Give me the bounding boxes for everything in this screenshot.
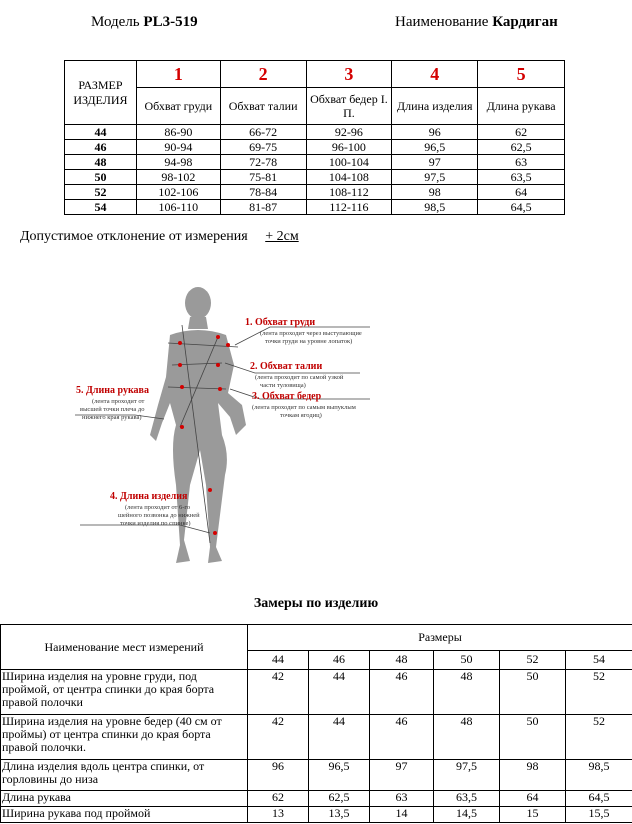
measurement-value: 63 [370, 791, 434, 807]
size-row [65, 155, 565, 170]
size-value: 50 [65, 170, 137, 185]
measurement-value: 46 [370, 670, 434, 715]
size-rows [65, 125, 565, 215]
label-chest-note: точки груди на уровне лопаток) [265, 338, 353, 345]
size-cell: 62 [478, 125, 565, 140]
tolerance-note [20, 229, 299, 245]
column-label: Длина изделия [392, 88, 478, 125]
measurement-row [1, 760, 632, 791]
label-waist-note: части туловища) [260, 382, 306, 389]
size-cell: 97,5 [392, 170, 478, 185]
size-cell: 102-106 [136, 185, 220, 200]
size-cell: 104-108 [306, 170, 392, 185]
measurement-value: 64 [500, 791, 566, 807]
size-cell: 69-75 [220, 140, 306, 155]
label-sleeve-note: высшей точки плеча до [80, 406, 145, 413]
measurement-value: 52 [566, 670, 632, 715]
size-cell: 62,5 [478, 140, 565, 155]
measurement-name: Длина изделия вдоль центра спинки, от горловины до низа [1, 760, 248, 791]
measurement-value: 42 [248, 670, 309, 715]
measurement-value: 98 [500, 760, 566, 791]
model-value: PL3-519 [143, 14, 198, 30]
measurement-name: Ширина рукава под проймой [1, 807, 248, 823]
column-label: Обхват талии [220, 88, 306, 125]
measurement-value: 46 [370, 715, 434, 760]
measurement-value: 48 [434, 670, 500, 715]
label-waist-note: (лента проходит по самой узкой [255, 374, 344, 381]
product-name-heading [395, 14, 558, 31]
measurement-value: 13,5 [309, 807, 370, 823]
size-row [65, 140, 565, 155]
tolerance-value: + 2см [265, 229, 299, 244]
measurement-value: 97 [370, 760, 434, 791]
measure-name-header: Наименование мест измерений [1, 625, 248, 670]
label-length-note: шейного позвонка до нижней [118, 512, 200, 519]
label-length-note: (лента проходит от 6-го [125, 504, 191, 511]
size-value: 46 [65, 140, 137, 155]
name-label: Наименование [395, 14, 489, 30]
size-value: 52 [65, 185, 137, 200]
measurement-value: 44 [309, 715, 370, 760]
column-number: 1 [136, 61, 220, 88]
measurement-value: 64,5 [566, 791, 632, 807]
size-column-header: 44 [248, 650, 309, 669]
size-cell: 96,5 [392, 140, 478, 155]
measurement-value: 15,5 [566, 807, 632, 823]
size-cell: 94-98 [136, 155, 220, 170]
size-column-header: 50 [434, 650, 500, 669]
measurement-value: 50 [500, 670, 566, 715]
column-number: 3 [306, 61, 392, 88]
measurement-value: 97,5 [434, 760, 500, 791]
measurement-value: 52 [566, 715, 632, 760]
label-sleeve-note: (лента проходит от [92, 398, 145, 405]
model-label: Модель [91, 14, 140, 30]
size-row [65, 185, 565, 200]
column-label: Длина рукава [478, 88, 565, 125]
label-length-title: 4. Длина изделия [110, 491, 188, 502]
measurement-name: Длина рукава [1, 791, 248, 807]
size-value: 54 [65, 200, 137, 215]
measurement-value: 13 [248, 807, 309, 823]
size-corner-label: РАЗМЕР ИЗДЕЛИЯ [65, 61, 137, 125]
measurement-rows [1, 670, 632, 823]
measurement-value: 98,5 [566, 760, 632, 791]
size-cell: 72-78 [220, 155, 306, 170]
sizes-header: Размеры [248, 625, 632, 651]
label-hips-note: (лента проходит по самым выпуклым [252, 404, 356, 411]
size-cell: 96 [392, 125, 478, 140]
column-label: Обхват груди [136, 88, 220, 125]
label-hips-title: 3. Обхват бедер [252, 391, 322, 402]
size-cell: 63,5 [478, 170, 565, 185]
size-cell: 98-102 [136, 170, 220, 185]
measurement-value: 96,5 [309, 760, 370, 791]
measurement-name: Ширина изделия на уровне бедер (40 см от проймы) от центра спинки до края борта правой полочки. [1, 715, 248, 760]
label-hips-note: точкам ягодиц) [280, 412, 322, 419]
size-cell: 78-84 [220, 185, 306, 200]
label-sleeve-note: нижнего края рукава) [82, 414, 142, 421]
size-row [65, 200, 565, 215]
measurement-row [1, 791, 632, 807]
size-column-header: 54 [566, 650, 632, 669]
measurement-value: 14 [370, 807, 434, 823]
measurement-row [1, 670, 632, 715]
size-cell: 108-112 [306, 185, 392, 200]
size-column-header: 48 [370, 650, 434, 669]
size-cell: 90-94 [136, 140, 220, 155]
label-length-note: точки изделия по спинке) [120, 520, 191, 527]
name-value: Кардиган [492, 14, 558, 30]
measurement-value: 50 [500, 715, 566, 760]
size-row [65, 125, 565, 140]
size-value: 44 [65, 125, 137, 140]
measurement-value: 48 [434, 715, 500, 760]
label-waist-title: 2. Обхват талии [250, 361, 323, 372]
column-number: 4 [392, 61, 478, 88]
body-measurement-figure [70, 285, 390, 570]
label-chest-title: 1. Обхват груди [245, 317, 316, 328]
size-column-header: 46 [309, 650, 370, 669]
measurement-value: 96 [248, 760, 309, 791]
measurement-value: 15 [500, 807, 566, 823]
size-chart-table [64, 60, 565, 215]
size-cell: 97 [392, 155, 478, 170]
size-row [65, 170, 565, 185]
size-column-header: 52 [500, 650, 566, 669]
column-number: 2 [220, 61, 306, 88]
model-heading [91, 14, 198, 31]
size-cell: 92-96 [306, 125, 392, 140]
size-cell: 75-81 [220, 170, 306, 185]
label-chest-note: (лента проходит через выступающие [260, 330, 362, 337]
size-cell: 86-90 [136, 125, 220, 140]
column-number: 5 [478, 61, 565, 88]
measurement-value: 62,5 [309, 791, 370, 807]
measurement-value: 62 [248, 791, 309, 807]
size-cell: 100-104 [306, 155, 392, 170]
size-cell: 98 [392, 185, 478, 200]
label-sleeve-title: 5. Длина рукава [76, 385, 149, 396]
measurement-value: 63,5 [434, 791, 500, 807]
measurement-row [1, 807, 632, 823]
size-value: 48 [65, 155, 137, 170]
measurements-table [0, 624, 632, 823]
size-cell: 96-100 [306, 140, 392, 155]
size-cell: 64 [478, 185, 565, 200]
size-cell: 112-116 [306, 200, 392, 215]
measurement-value: 42 [248, 715, 309, 760]
measurement-value: 14,5 [434, 807, 500, 823]
size-cell: 106-110 [136, 200, 220, 215]
tolerance-text: Допустимое отклонение от измерения [20, 229, 248, 244]
measurement-name: Ширина изделия на уровне груди, под проймой, от центра спинки до края борта правой полочки [1, 670, 248, 715]
measurements-title: Замеры по изделию [253, 596, 379, 611]
size-cell: 81-87 [220, 200, 306, 215]
column-label: Обхват бедер I. П. [306, 88, 392, 125]
size-cell: 63 [478, 155, 565, 170]
size-cell: 66-72 [220, 125, 306, 140]
size-cell: 98,5 [392, 200, 478, 215]
measurement-value: 44 [309, 670, 370, 715]
measurement-row [1, 715, 632, 760]
size-cell: 64,5 [478, 200, 565, 215]
